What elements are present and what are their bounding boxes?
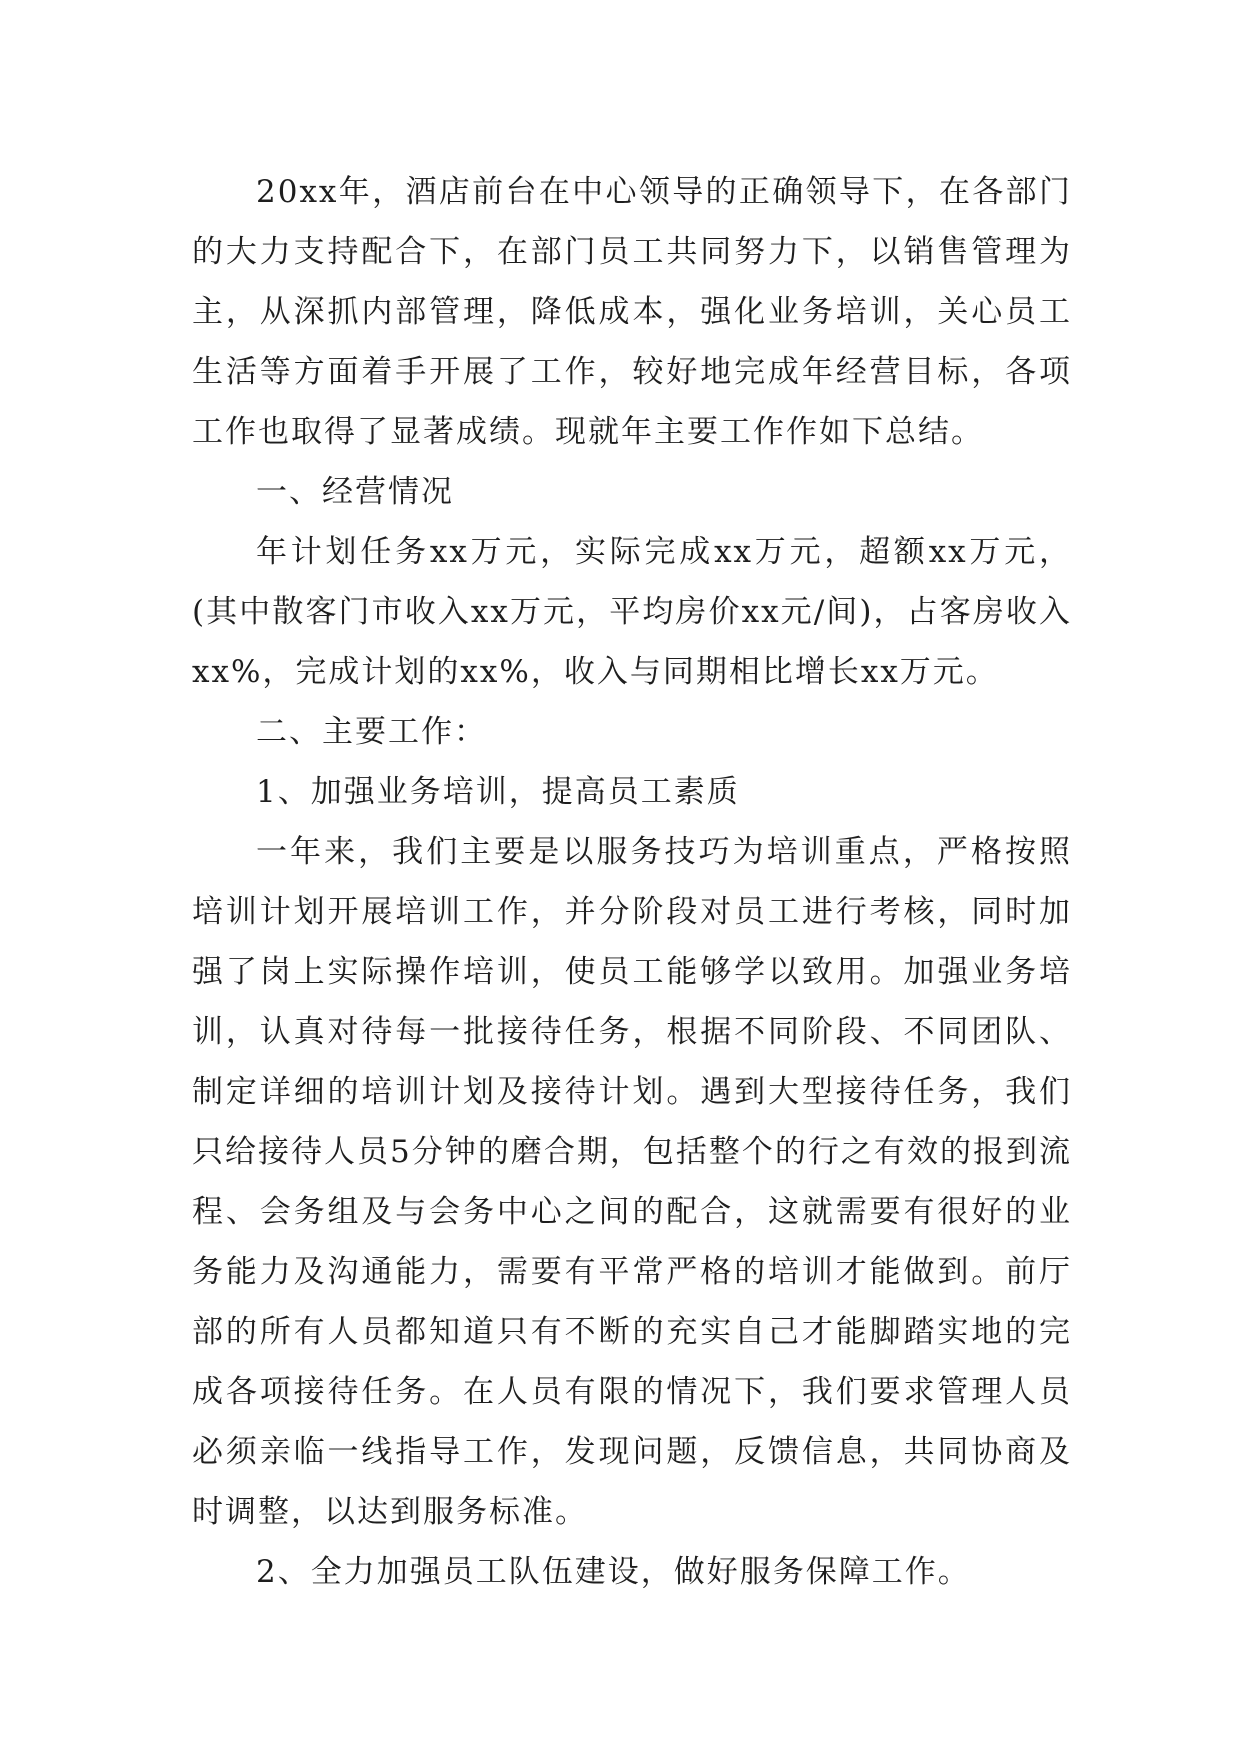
section-heading-operations: 一、经营情况 <box>256 474 454 510</box>
subheading-team-building: 2、全力加强员工队伍建设，做好服务保障工作。 <box>256 1554 971 1590</box>
operations-paragraph: 年计划任务xx万元，实际完成xx万元，超额xx万元，(其中散客门市收入xx万元，平均房价xx元/间)，占客房收入xx%，完成计划的xx%，收入与同期相比增长xx万元。 <box>192 534 1072 690</box>
section-heading-main-work: 二、主要工作： <box>256 714 487 750</box>
training-paragraph: 一年来，我们主要是以服务技巧为培训重点，严格按照培训计划开展培训工作，并分阶段对员工进行考核，同时加强了岗上实际操作培训，使员工能够学以致用。加强业务培训，认真对待每一批接待任务，根据不同阶段、不同团队、制定详细的培训计划及接待计划。遇到大型接待任务，我们只给接待人员5分钟的磨合期，包括整个的行之有效的报到流程、会务组及与会务中心之间的配合，这就需要有很好的业务能力及沟通能力，需要有平常严格的培训才能做到。前厅部的所有人员都知道只有不断的充实自己才能脚踏实地的完成各项接待任务。在人员有限的情况下，我们要求管理人员必须亲临一线指导工作，发现问题，反馈信息，共同协商及时调整，以达到服务标准。 <box>192 834 1072 1530</box>
intro-paragraph: 20xx年，酒店前台在中心领导的正确领导下，在各部门的大力支持配合下，在部门员工共同努力下，以销售管理为主，从深抓内部管理，降低成本，强化业务培训，关心员工生活等方面着手开展了工作，较好地完成年经营目标，各项工作也取得了显著成绩。现就年主要工作作如下总结。 <box>192 174 1072 450</box>
subheading-training: 1、加强业务培训，提高员工素质 <box>256 774 740 810</box>
document-body <box>192 162 1072 1602</box>
